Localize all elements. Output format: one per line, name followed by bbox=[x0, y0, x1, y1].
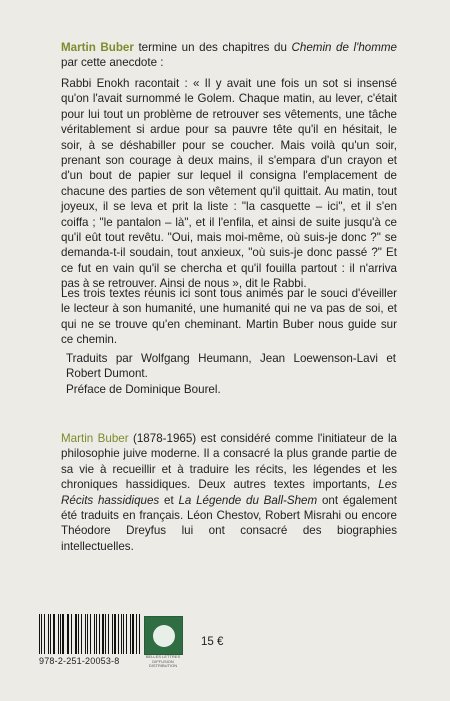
barcode-bar bbox=[68, 614, 69, 654]
barcode-bar bbox=[136, 614, 137, 654]
intro-text-before: termine un des chapitres du bbox=[133, 41, 292, 54]
price: 15 € bbox=[201, 636, 224, 648]
barcode-bar bbox=[39, 614, 40, 654]
barcode-bar bbox=[96, 614, 97, 654]
barcode-bar bbox=[123, 614, 124, 654]
barcode-bar bbox=[132, 614, 134, 654]
barcode-bar bbox=[50, 614, 51, 654]
quote-text: Rabbi Enokh racontait : « Il y avait une fois un sot si insensé qu'on l'avait surnommé le Golem. Chaque matin, au lever, c'était pour lui tout un problème de retrouver ses vêtements, une tâche véritablement si ardue pour sa pauvre tête qu'il en hésitait, le soir, à se déshabiller pour se coucher. Mais voilà qu'un soir, prenant son courage à deux mains, il s'empara d'un crayon et d'un bout de papier sur lequel il consigna l'emplacement de chacune des parties de son vêtement qu'il quittait. Au matin, tout joyeux, il se leva et prit la liste : "la casquette – ici", et il s'en coiffa ; "le pantalon – là", et il l'enfila, et ainsi de suite jusqu'à ce qu'il eût tout revêtu. "Oui, mais moi-même, où suis-je donc ?" se demanda-t-il soudain, tout anxieux, "où suis-je donc passé ?" Et ce fut en vain qu'il se chercha et qu'il fouilla partout : il n'arriva pas à se retrouver. Ainsi de nous », dit le Rabbi. bbox=[61, 77, 397, 291]
barcode-bar bbox=[121, 614, 122, 654]
barcode-bar bbox=[99, 614, 100, 654]
translators-text: Traduits par Wolfgang Heumann, Jean Loewenson-Lavi et Robert Dumont. bbox=[66, 352, 396, 381]
barcode-bar bbox=[126, 614, 127, 654]
author-bio bbox=[61, 431, 397, 554]
barcode-bar bbox=[114, 614, 115, 654]
barcode-bar bbox=[102, 614, 104, 654]
barcode-bar bbox=[130, 614, 131, 654]
barcode-bar bbox=[48, 614, 49, 654]
barcode-bar bbox=[44, 614, 45, 654]
publisher-caption: BELLES LETTRES DIFFUSION DISTRIBUTION bbox=[145, 654, 181, 668]
barcode-bar bbox=[75, 614, 77, 654]
barcode-bar bbox=[108, 614, 109, 654]
barcode-bar bbox=[53, 614, 55, 654]
isbn-number: 978-2-251-20053-8 bbox=[39, 656, 120, 666]
bio-text-2: et bbox=[159, 493, 179, 507]
barcode-bar bbox=[41, 614, 42, 654]
summary-paragraph bbox=[61, 286, 397, 348]
barcode-bar bbox=[112, 614, 113, 654]
anecdote-quote bbox=[61, 76, 397, 292]
preface-text: Préface de Dominique Bourel. bbox=[66, 383, 221, 396]
barcode-bar bbox=[58, 614, 59, 654]
intro-book-title: Chemin de l'homme bbox=[291, 41, 397, 54]
barcode-bar bbox=[105, 614, 106, 654]
bio-text-3: ont également été traduits en français. Léon Chestov, Robert Misrahi ou encore Théodore Dreyfus lui ont consacré des biographies intellectuelles. bbox=[61, 493, 397, 553]
barcode bbox=[39, 614, 141, 654]
barcode-bar bbox=[60, 614, 61, 654]
barcode-bar bbox=[78, 614, 79, 654]
barcode-bar bbox=[71, 614, 72, 654]
intro-text-after: par cette anecdote : bbox=[61, 56, 164, 70]
barcode-bar bbox=[139, 614, 140, 654]
barcode-bar bbox=[118, 614, 119, 654]
preface-credit bbox=[66, 382, 402, 397]
bio-text-1: (1878-1965) est considéré comme l'initiateur de la philosophie juive moderne. Il a consacré la plus grande partie de sa vie à recueillir et à traduire les récits, les légendes et les chroniques hassidiques. Deux autres textes importants, bbox=[61, 432, 397, 492]
barcode-bar bbox=[67, 614, 68, 654]
barcode-block bbox=[39, 614, 141, 666]
barcode-bar bbox=[81, 614, 82, 654]
barcode-bar bbox=[85, 614, 86, 654]
bio-author-name: Martin Buber bbox=[61, 432, 129, 445]
barcode-bar bbox=[94, 614, 95, 654]
bio-book-1: Les Récits hassidiques bbox=[61, 478, 397, 507]
barcode-bar bbox=[87, 614, 88, 654]
summary-text: Les trois textes réunis ici sont tous animés par le souci d'éveiller le lecteur à son humanité, une humanité qui ne va pas de soi, et qui ne se trouve qu'en cheminant. Martin Buber nous guide sur ce chemin. bbox=[61, 287, 397, 347]
barcode-bar bbox=[90, 614, 91, 654]
barcode-bar bbox=[62, 614, 63, 654]
translators-credit bbox=[66, 351, 396, 382]
intro-paragraph bbox=[61, 40, 397, 71]
bio-book-2: La Légende du Ball-Shem bbox=[178, 493, 318, 507]
publisher-logo-icon bbox=[144, 616, 183, 655]
intro-author: Martin Buber bbox=[61, 41, 134, 54]
